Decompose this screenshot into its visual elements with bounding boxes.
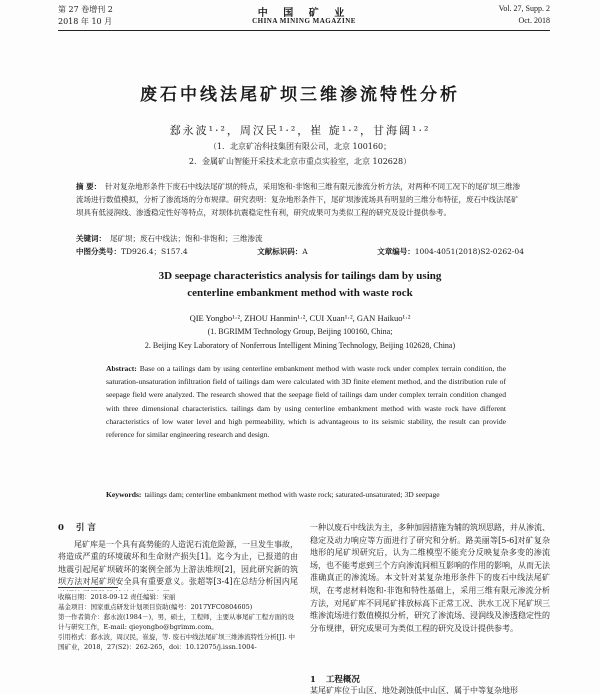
keywords-cn-label: 关键词： bbox=[76, 234, 106, 243]
affiliation-en-2: 2. Beijing Key Laboratory of Nonferrous Intelligent Mining Technology, Beijing 102628, China) bbox=[144, 341, 456, 350]
footnote-received: 收稿日期：2018-09-12 责任编辑：宋丽 bbox=[58, 593, 176, 601]
affiliation-cn-1: （1．北京矿冶科技集团有限公司，北京 100160； bbox=[208, 142, 392, 151]
abstract-en-label: Abstract: bbox=[106, 364, 137, 373]
keywords-en bbox=[106, 488, 506, 501]
footnotes bbox=[58, 592, 300, 652]
volume-cn: 第 27 卷增刊 2 bbox=[58, 5, 113, 14]
abstract-cn bbox=[76, 180, 524, 219]
journal-name-cn: 中 国 矿 业 bbox=[257, 8, 351, 19]
keywords-en-label: Keywords: bbox=[106, 490, 142, 499]
date-en: Oct. 2018 bbox=[518, 16, 550, 25]
project-paragraph: 某尾矿库位于山区，地处剥蚀低中山区，属于中等复杂地形 bbox=[310, 686, 518, 694]
body-column-right bbox=[310, 522, 550, 672]
volume-en: Vol. 27, Supp. 2 bbox=[498, 4, 550, 13]
classification-line bbox=[76, 246, 524, 257]
body-column-left bbox=[58, 522, 298, 591]
keywords-cn bbox=[76, 232, 524, 245]
abstract-cn-text: 针对复杂地形条件下废石中线法尾矿坝的特点，采用饱和-非饱和三维有限元渗流分析方法，对两种不同工况下的尾矿坝三维渗流场进行数值模拟，分析了渗流场的分布规律。研究表明：复杂地形条件下，尾矿坝渗流场具有明显的三维分布特征，废石中线法尾矿坝具有低浸润线、渗透稳定性好等特点，对坝体抗震稳定性有利，研究成果可为类似工程的研究及设计提供参考。 bbox=[76, 182, 521, 217]
intro-paragraph-right: 一种以废石中线法为主，多种加固措施为辅的筑坝思路，并从渗流、稳定及动力响应等方面进行了研究和分析。路美丽等[5-6]对矿复杂地形的尾矿坝研究后，认为二维模型不能充分反映复杂多变的渗流场，也不能考虑到三个方向渗流间相互影响的作用的影响，从而无法准确真正的渗流场。本文针对某复杂地形条件下的废石中线法尾矿坝，在考虑材料饱和-非饱和特性基础上，采用三维有限元渗流分析方法，对尾矿库不同尾矿排放标高下正常工况、洪水工况下尾矿坝三维渗流场进行数值模拟分析，研究了渗流场、浸润线及渗透稳定性的分布规律，研究成果可为类似工程的研究及设计提供参考。 bbox=[310, 523, 550, 633]
journal-name-en: CHINA MINING MAGAZINE bbox=[252, 17, 356, 25]
authors-cn: 郄永波¹·²，周汉民¹·²，崔 旋¹·²，甘海阔¹·² bbox=[169, 124, 431, 137]
affiliation-en-1: (1. BGRIMM Technology Group, Beijing 100160, China; bbox=[207, 327, 393, 336]
footnote-fund: 基金项目：国家重点研发计划项目资助(编号：2017YFC0804605) bbox=[58, 603, 253, 611]
keywords-cn-text: 尾矿坝；废石中线法；饱和-非饱和；三维渗流 bbox=[110, 234, 263, 243]
abstract-en-text: Base on a tailings dam by using centerline embankment method with waste rock under complex terrain condition, the saturation-unsaturation infiltration field of tailings dam were calculated with 3D finite element method, and the distribution rule of seepage field were analyzed. The research showed that the seepage field of tailings dam under complex terrain condition changed with three dimensional characteristics. tailings dam by using centerline embankment method with waste rock have different characteristics of low water level and high permeability, which is advantageous to its seismic stability, the result can provide reference for similar engineering research and design. bbox=[106, 364, 506, 440]
keywords-en-text: tailings dam; centerline embankment method with waste rock; saturated-unsaturated; 3D seepage bbox=[144, 490, 440, 499]
running-header bbox=[58, 4, 550, 30]
header-rule bbox=[58, 30, 550, 31]
clc-number: 中图分类号：TD926.4；S157.4 bbox=[76, 247, 188, 256]
footnote-author: 第一作者简介：郄永波(1984－)，男，硕士，工程师，主要从事尾矿工程方面的设计与研究工作，E-mail: qieyongbo@bgrimm.com。 bbox=[58, 613, 295, 631]
title-en-line-2: centerline embankment method with waste rock bbox=[187, 287, 413, 299]
title-en-line-1: 3D seepage characteristics analysis for tailings dam by using bbox=[158, 270, 442, 282]
footnote-rule bbox=[58, 587, 118, 588]
abstract-en bbox=[106, 362, 506, 441]
authors-en: QIE Yongbo¹·², ZHOU Hanmin¹·², CUI Xuan¹·², GAN Haikuo¹·² bbox=[189, 313, 411, 323]
title-cn: 废石中线法尾矿坝三维渗流特性分析 bbox=[140, 85, 460, 105]
date-cn: 2018 年 10 月 bbox=[58, 17, 113, 26]
intro-paragraph-left: 尾矿库是一个具有高势能的人造泥石流危险源，一旦发生事故，将造成严重的环境破坏和生命财产损失[1]。迄今为止，已报道的由地震引起尾矿坝破坏的案例全部为上游法堆坝[2]，因此研究新的筑坝方法对尾矿坝安全具有重要意义。张超等[3-4]在总结分析国内尾 bbox=[58, 539, 298, 587]
document-code: 文献标识码：A bbox=[257, 247, 308, 256]
article-number: 文章编号：1004-4051(2018)S2-0262-04 bbox=[377, 247, 524, 256]
footnote-citation: 引用格式：郄永波，周汉民，崔旋，等. 废石中线法尾矿坝三维渗流特性分析[J]. 中国矿业，2018，27(S2)：262-265，doi：10.12075/j.issn.1004- bbox=[58, 633, 295, 651]
section-heading-intro: 0 引 言 bbox=[58, 523, 96, 533]
affiliation-cn-2: 2．金属矿山智能开采技术北京市重点实验室，北京 102628） bbox=[188, 157, 412, 166]
abstract-cn-label: 摘 要： bbox=[76, 182, 102, 191]
section-heading-project: 1 工程概况 bbox=[310, 675, 360, 685]
